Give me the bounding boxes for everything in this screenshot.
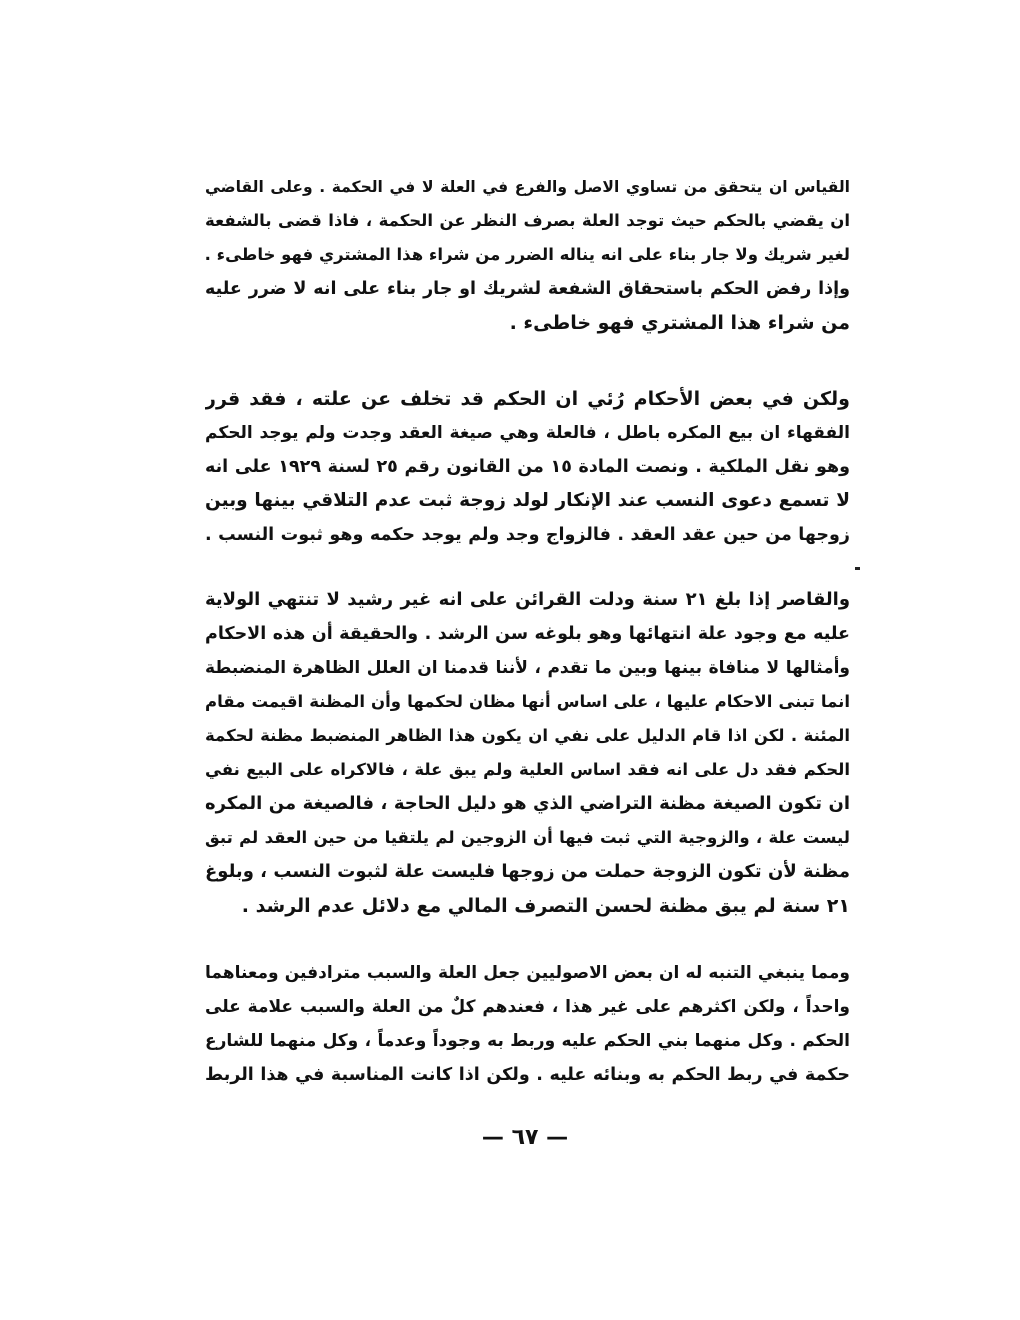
text-line: من شراء هذا المشتري فهو خاطىء .: [509, 312, 850, 334]
text-line: مظنة لأن تكون الزوجة حملت من زوجها فليست علة لثبوت النسب ، وبلوغ: [205, 861, 850, 882]
text-line: ٢١ سنة لم يبق مظنة لحسن التصرف المالي مع دلائل عدم الرشد .: [241, 895, 850, 917]
text-line: لا تسمع دعوى النسب عند الإنكار لولد زوجة ثبت عدم التلاقي بينها وبين: [205, 490, 850, 511]
text-line: انما تبنى الاحكام عليها ، على اساس أنها مظان لحكمها وأن المظنة اقيمت مقام: [205, 692, 850, 711]
paragraph-2: [205, 382, 850, 552]
text-line: الفقهاء ان بيع المكره باطل ، فالعلة وهي صيغة العقد وجدت ولم يوجد الحكم: [205, 423, 850, 443]
text-line: الحكم . وكل منهما بني الحكم عليه وربط به وجوداً وعدماً ، وكل منهما للشارع: [205, 1031, 850, 1051]
text-line: وإذا رفض الحكم باستحقاق الشفعة لشريك او جار بناء على انه لا ضرر عليه: [205, 279, 850, 299]
text-line: القياس ان يتحقق من تساوي الاصل والفرع في العلة لا في الحكمة . وعلى القاضي: [205, 178, 850, 196]
paragraph-4: [205, 956, 850, 1092]
text-line: لغير شريك ولا جار بناء على انه يناله الضرر من شراء هذا المشتري فهو خاطىء .: [205, 245, 850, 264]
text-line: وأمثالها لا منافاة بينها وبين ما تقدم ، لأننا قدمنا ان العلل الظاهرة المنضبطة: [205, 658, 850, 678]
paragraph-3: [205, 583, 850, 923]
text-line: ومما ينبغي التنبه له ان بعض الاصوليين جعل العلة والسبب مترادفين ومعناهما: [205, 963, 850, 983]
text-line: حكمة في ربط الحكم به وبنائه عليه . ولكن اذا كانت المناسبة في هذا الربط: [205, 1065, 850, 1085]
text-line: المئنة . لكن اذا قام الدليل على نفي ان يكون هذا الظاهر المنضبط مظنة لحكمة: [205, 726, 850, 745]
page-number: — ٦٧ —: [481, 1125, 569, 1150]
text-line: ليست علة ، والزوجية التي ثبت فيها أن الزوجين لم يلتقيا من حين العقد لم تبق: [205, 828, 850, 847]
text-line: زوجها من حين عقد العقد . فالزواج وجد ولم يوجد حكمه وهو ثبوت النسب .: [205, 525, 850, 545]
text-line: وهو نقل الملكية . ونصت المادة ١٥ من القانون رقم ٢٥ لسنة ١٩٢٩ على انه: [205, 457, 850, 477]
text-line: واحداً ، ولكن اكثرهم على غير هذا ، فعندهم كلٌ من العلة والسبب علامة على: [205, 997, 850, 1017]
text-line: ان يقضي بالحكم حيث توجد العلة بصرف النظر عن الحكمة ، فاذا قضى بالشفعة: [205, 211, 850, 230]
text-line: ان تكون الصيغة مظنة التراضي الذي هو دليل الحاجة ، فالصيغة من المكره: [205, 793, 850, 814]
scan-artifact: [855, 567, 860, 570]
text-line: عليه مع وجود علة انتهائها وهو بلوغه سن الرشد . والحقيقة أن هذه الاحكام: [205, 624, 850, 644]
text-line: ولكن في بعض الأحكام رُئي ان الحكم قد تخلف عن علته ، فقد قرر: [205, 388, 850, 410]
text-line: الحكم فقد دل على انه فقد اساس العلية ولم يبق علة ، فالاكراه على البيع نفي: [205, 760, 850, 779]
text-line: والقاصر إذا بلغ ٢١ سنة ودلت القرائن على انه غير رشيد لا تنتهي الولاية: [205, 589, 850, 610]
paragraph-1: [205, 170, 850, 340]
